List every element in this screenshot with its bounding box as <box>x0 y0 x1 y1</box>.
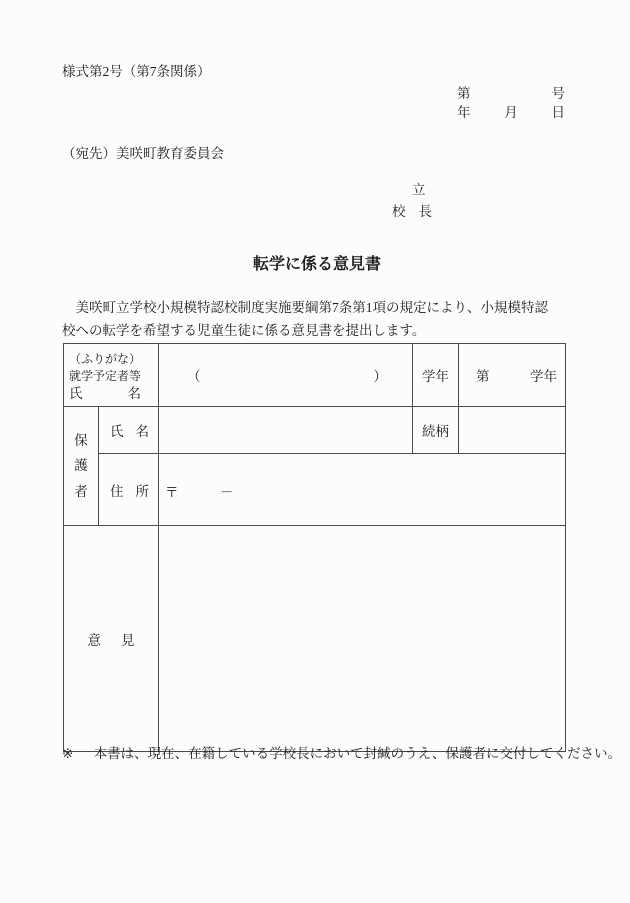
guardian-name-label-cell <box>99 407 159 454</box>
application-table <box>63 343 566 752</box>
doc-number-prefix: 第 <box>457 86 471 101</box>
grade-unit: 学年 <box>530 369 558 384</box>
opinion-first-char: 意 <box>87 632 101 648</box>
grade-prefix: 第 <box>476 369 490 384</box>
footer-note <box>62 747 621 761</box>
student-name-label <box>69 385 141 403</box>
guardian-char-2: 護 <box>74 458 88 474</box>
furigana-paren-close: ） <box>373 368 388 384</box>
body-paragraph-line-2: 校への転学を希望する児童生徒に係る意見書を提出します。 <box>62 323 426 338</box>
document-title: 転学に係る意見書 <box>252 256 381 273</box>
relation-field <box>459 407 566 454</box>
name-label-first-char: 氏 <box>69 385 83 401</box>
grade-header-cell: 学年 <box>413 344 459 407</box>
postal-dash: － <box>219 484 234 500</box>
opinion-label-cell <box>64 526 159 752</box>
furigana-paren-row <box>159 366 412 385</box>
note-marker: ※ <box>62 746 74 761</box>
guardian-name-last-char: 名 <box>135 424 150 439</box>
guardian-label-cell <box>64 407 99 526</box>
date-month-label: 月 <box>504 105 518 120</box>
grade-value-cell <box>459 344 566 407</box>
guardian-name-label <box>99 420 158 440</box>
recipient-line: （宛先）美咲町教育委員会 <box>62 146 224 161</box>
address-last-char: 所 <box>135 483 150 499</box>
address-first-char: 住 <box>110 483 124 499</box>
postal-mark: 〒 <box>165 484 179 500</box>
body-paragraph-line-1: 美咲町立学校小規模特認校制度実施要綱第7条第1項の規定により、小規模特認 <box>62 300 548 315</box>
document-number-line <box>457 87 565 101</box>
address-label-cell <box>99 454 159 526</box>
student-category-label: 就学予定者等 <box>69 368 142 383</box>
address-field <box>159 454 566 526</box>
date-line <box>457 106 565 120</box>
name-label-last-char: 名 <box>127 385 142 401</box>
relation-label-cell: 続柄 <box>413 407 459 454</box>
guardian-char-3: 者 <box>74 483 88 499</box>
form-number: 様式第2号（第7条関係） <box>62 64 211 79</box>
guardian-char-1: 保 <box>74 432 88 448</box>
date-day-label: 日 <box>551 105 565 120</box>
principal-label: 校長 <box>392 204 445 219</box>
guardian-name-field <box>159 407 413 454</box>
date-year-label: 年 <box>457 105 471 120</box>
opinion-field <box>159 526 566 752</box>
note-text: 本書は、現在、在籍している学校長において封緘のうえ、保護者に交付してください。 <box>93 746 621 761</box>
school-name-suffix: 立 <box>412 182 426 197</box>
grade-value-row <box>459 365 565 385</box>
student-name-header-cell <box>64 344 159 407</box>
opinion-last-char: 見 <box>121 632 135 648</box>
guardian-vertical-label <box>64 434 98 499</box>
furigana-label: （ふりがな） <box>69 351 142 366</box>
student-name-field <box>159 344 413 407</box>
doc-number-suffix: 号 <box>551 86 565 101</box>
address-label <box>99 480 158 500</box>
furigana-paren-open: （ <box>187 368 201 384</box>
guardian-name-first-char: 氏 <box>110 424 124 439</box>
